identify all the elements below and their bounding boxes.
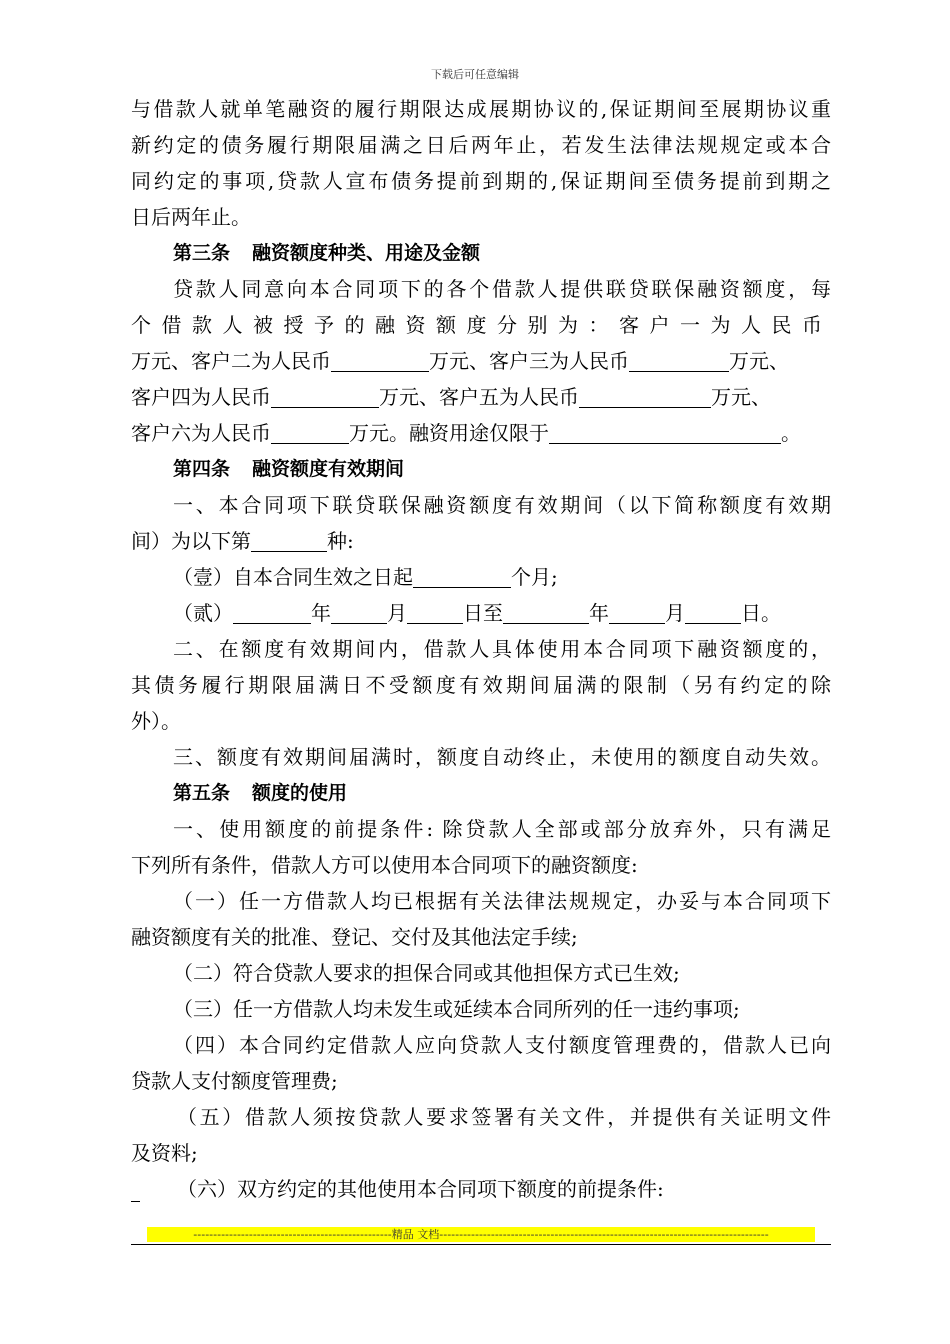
article-4-heading bbox=[173, 451, 831, 487]
text-segment: 。 bbox=[781, 421, 801, 445]
text-segment: 日至 bbox=[463, 601, 503, 625]
paragraph-line: （六）双方约定的其他使用本合同项下额度的前提条件: bbox=[177, 1177, 664, 1201]
text-segment: 万元、 bbox=[729, 349, 789, 373]
paragraph-line: 同约定的事项,贷款人宣布债务提前到期的,保证期间至债务提前到期之 bbox=[131, 169, 831, 193]
text-segment: 间）为以下第 bbox=[131, 529, 251, 553]
fill-in-blank bbox=[503, 599, 589, 624]
fill-in-blank bbox=[251, 527, 327, 552]
text-segment: 年 bbox=[311, 601, 331, 625]
article-number: 第五条 bbox=[173, 782, 231, 804]
paragraph-line: 一、本合同项下联贷联保融资额度有效期间（以下简称额度有效期 bbox=[173, 493, 831, 517]
fill-in-blank bbox=[609, 599, 665, 624]
paragraph-line bbox=[131, 415, 831, 451]
fill-in-blank bbox=[331, 599, 387, 624]
fill-in-blank bbox=[331, 347, 429, 372]
paragraph-line bbox=[173, 559, 831, 595]
paragraph-line: （四）本合同约定借款人应向贷款人支付额度管理费的，借款人已向 bbox=[173, 1033, 831, 1057]
text-segment: 客户四为人民币 bbox=[131, 385, 271, 409]
paragraph-line: （二）符合贷款人要求的担保合同或其他担保方式已生效; bbox=[173, 961, 680, 985]
article-title: 融资额度种类、用途及金额 bbox=[252, 242, 481, 264]
article-number: 第四条 bbox=[173, 458, 231, 480]
fill-in-blank bbox=[407, 599, 463, 624]
paragraph-line bbox=[131, 379, 831, 415]
text-segment: 种: bbox=[327, 529, 354, 553]
text-segment: 月 bbox=[665, 601, 685, 625]
article-5-heading bbox=[173, 775, 831, 811]
article-number: 第三条 bbox=[173, 242, 231, 264]
article-3-heading bbox=[173, 235, 831, 271]
fill-in-blank bbox=[271, 419, 349, 444]
paragraph-line: 其债务履行期限届满日不受额度有效期间届满的限制（另有约定的除 bbox=[131, 673, 831, 697]
paragraph-line bbox=[173, 595, 831, 631]
footer-banner: --------------------------------------------------精品 文档----------------------------------------------------------------------------------- bbox=[147, 1227, 815, 1242]
paragraph-line: 新约定的债务履行期限届满之日后两年止，若发生法律法规规定或本合 bbox=[131, 133, 831, 157]
page-header: 下载后可任意编辑 bbox=[431, 68, 519, 81]
text-segment: （壹）自本合同生效之日起 bbox=[173, 565, 413, 589]
paragraph-line: 外）。 bbox=[131, 709, 181, 733]
paragraph-line: （五）借款人须按贷款人要求签署有关文件，并提供有关证明文件 bbox=[177, 1105, 831, 1129]
text-segment: （贰） bbox=[173, 601, 233, 625]
text-segment: 日。 bbox=[741, 601, 781, 625]
paragraph-line: 及资料; bbox=[131, 1141, 198, 1165]
paragraph-line: 与借款人就单笔融资的履行期限达成展期协议的,保证期间至展期协议重 bbox=[131, 97, 831, 121]
text-segment: 万元、客户三为人民币 bbox=[429, 349, 629, 373]
paragraph-line: 三、额度有效期间届满时，额度自动终止，未使用的额度自动失效。 bbox=[173, 745, 831, 769]
article-title: 融资额度有效期间 bbox=[252, 458, 405, 480]
text-segment: 年 bbox=[589, 601, 609, 625]
paragraph-line: 贷款人支付额度管理费; bbox=[131, 1069, 338, 1093]
paragraph-line: 融资额度有关的批准、登记、交付及其他法定手续; bbox=[131, 925, 578, 949]
paragraph-line: 一、使用额度的前提条件: 除贷款人全部或部分放弃外，只有满足 bbox=[173, 817, 831, 841]
text-segment: 万元。融资用途仅限于 bbox=[349, 421, 549, 445]
text-segment: 万元、 bbox=[711, 385, 771, 409]
fill-in-blank bbox=[271, 383, 379, 408]
text-segment: 客户六为人民币 bbox=[131, 421, 271, 445]
fill-in-blank bbox=[629, 347, 729, 372]
fill-in-blank bbox=[233, 599, 311, 624]
paragraph-line: （三）任一方借款人均未发生或延续本合同所列的任一违约事项; bbox=[173, 997, 740, 1021]
paragraph-line: 贷款人同意向本合同项下的各个借款人提供联贷联保融资额度，每 bbox=[173, 277, 831, 301]
text-segment: 万元、客户五为人民币 bbox=[379, 385, 579, 409]
paragraph-line: 个借款人被授予的融资额度分别为：客户一为人民币 bbox=[131, 313, 831, 337]
paragraph-line: 下列所有条件，借款人方可以使用本合同项下的融资额度: bbox=[131, 853, 638, 877]
footer-rule bbox=[131, 1244, 831, 1245]
paragraph-line bbox=[131, 343, 831, 379]
paragraph-line: 日后两年止。 bbox=[131, 205, 251, 229]
paragraph-line bbox=[131, 523, 831, 559]
paragraph-line: 二、在额度有效期间内，借款人具体使用本合同项下融资额度的， bbox=[173, 637, 831, 661]
text-segment: 万元、客户二为人民币 bbox=[131, 349, 331, 373]
fill-in-blank bbox=[413, 563, 511, 588]
fill-in-blank bbox=[685, 599, 741, 624]
fill-in-blank bbox=[579, 383, 711, 408]
article-title: 额度的使用 bbox=[252, 782, 348, 804]
fill-in-blank bbox=[549, 419, 781, 444]
stray-mark bbox=[131, 1201, 140, 1202]
text-segment: 个月; bbox=[511, 565, 558, 589]
paragraph-line: （一）任一方借款人均已根据有关法律法规规定，办妥与本合同项下 bbox=[173, 889, 831, 913]
text-segment: 月 bbox=[387, 601, 407, 625]
